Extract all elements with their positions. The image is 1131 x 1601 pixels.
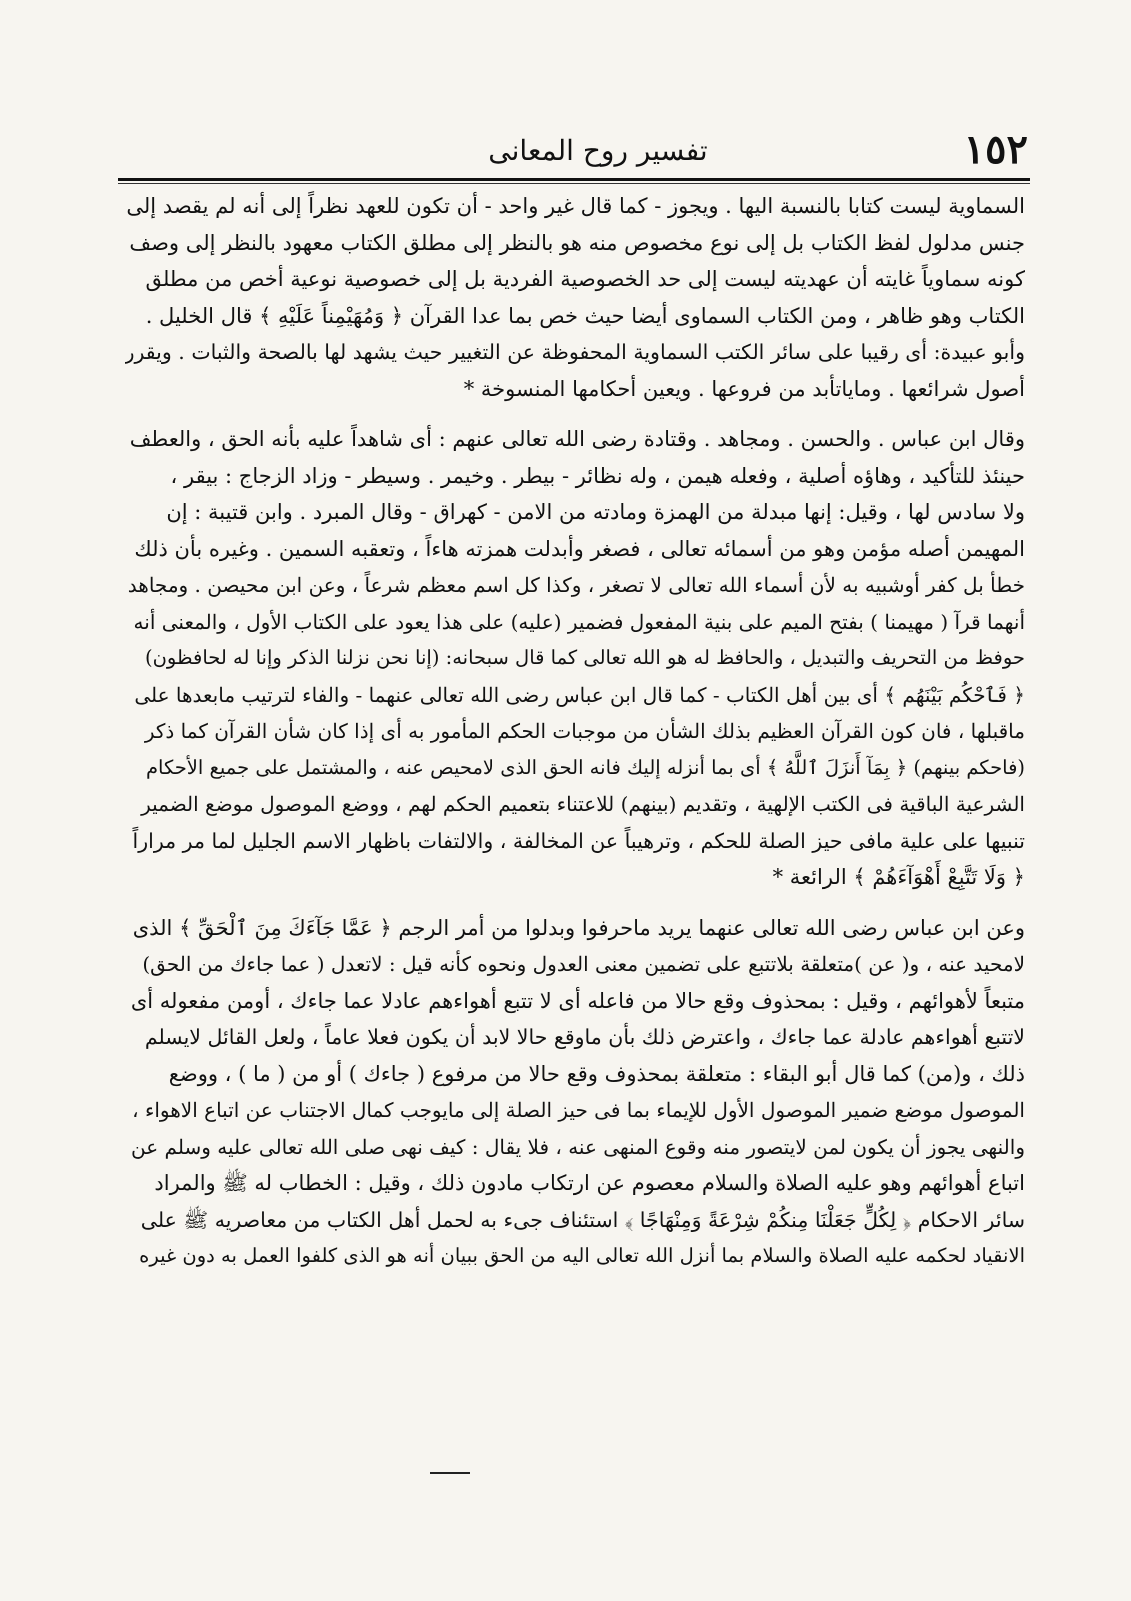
page-header [118,118,1028,178]
body-text [125,188,1025,1275]
text-line: وأبو عبيدة: أى رقيبا على سائر الكتب السماوية المحفوظة عن التغيير حيث يشهد لها بالصحة والثبات . ويقرر [125,340,1025,364]
text-line: الكتاب وهو ظاهر ، ومن الكتاب السماوى أيضا حيث خص بما عدا القرآن ﴿ وَمُهَيْمِناً عَلَيْهِ ﴾ قال الخليل . [145,303,1025,328]
header-rule [118,178,1030,181]
text-line: لاتتبع أهواءهم عادلة عما جاءك ، واعترض ذلك بأن ماوقع حالا لابد أن يكون فعلا عاماً ، ولعل القائل لايسلم [144,1025,1025,1049]
text-line: متبعاً لأهوائهم ، وقيل : بمحذوف وقع حالا من فاعله أى لا تتبع أهواءهم عادلا عما جاءك ، أومن مفعوله أى [130,988,1025,1013]
text-line: اتباع أهوائهم وهو عليه الصلاة والسلام معصوم عن ارتكاب مادون ذلك ، وقيل : الخطاب له ﷺ والمراد [154,1171,1025,1195]
text-line: الموصول موضع ضمير الموصول الأول للإيماء بما فى حيز الصلة إلى مايوجب كمال الاجتناب عن اتباع الاهواء ، [132,1098,1025,1122]
page-number: ١٥٢ [963,126,1028,173]
footer-rule [430,1472,470,1474]
text-line: حينئذ للتأكيد ، وهاؤه أصلية ، وفعله هيمن ، وله نظائر - بيطر . وخيمر . وسيطر - وزاد الزجاج : بيقر ، [170,463,1025,488]
text-line: الانقياد لحكمه عليه الصلاة والسلام بما أنزل الله تعالى اليه من الحق ببيان أنه هو الذى كلفوا العمل به دون غيره [139,1244,1025,1267]
running-title: تفسير روح المعانى [488,134,708,167]
text-line: أنهما قرآ ( مهيمنا ) بفتح الميم على بنية المفعول فضمير (عليه) على هذا يعود على الكتاب الأول ، والمعنى أنه [133,609,1025,634]
text-line: والنهى يجوز أن يكون لمن لايتصور منه وقوع المنهى عنه ، فلا يقال : كيف نهى صلى الله تعالى عليه وسلم عن [131,1134,1025,1159]
text-line: ﴿ وَلَا تَتَّبِعْ أَهْوَآءَهُمْ ﴾ الرائعة * [772,865,1025,889]
text-line: المهيمن أصله مؤمن وهو من أسمائه تعالى ، فصغر وأبدلت همزته هاءاً ، وتعقبه السمين . وغيره بأن ذلك [134,536,1025,561]
paragraph [125,421,1025,896]
text-line: حوفظ من التحريف والتبديل ، والحافظ له هو الله تعالى كما قال سبحانه: (إنا نحن نزلنا الذكر وإنا له لحافظون) [145,646,1025,669]
text-line: لامحيد عنه ، و( عن )متعلقة بلاتتبع على تضمين معنى العدول ونحوه كأنه قيل : لاتعدل ( عما جاءك من الحق) [142,952,1025,976]
text-line: (فاحكم بينهم) ﴿ بِمَآ أَنزَلَ ٱللَّهُ ﴾ أى بما أنزله إليك فانه الحق الذى لامحيص عنه ، والمشتمل على جميع الأحكام [145,755,1025,779]
paragraph [125,188,1025,407]
text-line: وعن ابن عباس رضى الله تعالى عنهما يريد ماحرفوا وبدلوا من أمر الرجم ﴿ عَمَّا جَآءَكَ مِنَ ٱلْحَقِّ ﴾ الذى [132,915,1025,940]
text-line: ﴿ فَٱحْكُم بَيْنَهُم ﴾ أى بين أهل الكتاب - كما قال ابن عباس رضى الله تعالى عنهما - والفاء لترتيب مابعدها على [134,682,1025,707]
text-line: تنبيها على علية مافى حيز الصلة للحكم ، وترهيباً عن المخالفة ، والالتفات باظهار الاسم الجليل لما مر مراراً [132,828,1025,853]
paragraph [125,910,1025,1275]
text-line: كونه سماوياً غايته أن عهديته ليست إلى حد الخصوصية الفردية بل إلى خصوصية نوعية أخص من مطلق [145,267,1025,291]
text-line: ولا سادس لها ، وقيل: إنها مبدلة من الهمزة ومادته من الامن - كهراق - وقال المبرد . وابن قتيبة : إن [166,500,1025,524]
text-line: ماقبلها ، فان كون القرآن العظيم بذلك الشأن من موجبات الحكم المأمور به أى إذا كان شأن القرآن كما ذكر [144,719,1025,743]
text-line: خطأ بل كفر أوشبيه به لأن أسماء الله تعالى لا تصغر ، وكذا كل اسم معظم شرعاً ، وعن ابن محيصن . ومجاهد [127,573,1025,597]
text-line: الشرعية الباقية فى الكتب الإلهية ، وتقديم (بينهم) للاعتناء بتعميم الحكم لهم ، ووضع الموصول موضع الضمير [141,792,1025,816]
text-line: سائر الاحكام ﴿ لِكُلٍّ جَعَلْنَا مِنكُمْ شِرْعَةً وَمِنْهَاجًا ﴾ استئناف جىء به لحمل أهل الكتاب من معاصريه ﷺ على [140,1207,1025,1232]
text-line: جنس مدلول لفظ الكتاب بل إلى نوع مخصوص منه هو بالنظر إلى مطلق الكتاب معهود بالنظر إلى وصف [129,230,1025,255]
text-line: أصول شرائعها . وماياتأبد من فروعها . ويعين أحكامها المنسوخة * [463,376,1025,401]
text-line: وقال ابن عباس . والحسن . ومجاهد . وقتادة رضى الله تعالى عنهم : أى شاهداً عليه بأنه الحق ، والعطف [129,427,1025,451]
text-line: ذلك ، و(من) كما قال أبو البقاء : متعلقة بمحذوف وقع حالا من مرفوع ( جاءك ) أو من ( ما ) ، ووضع [168,1061,1025,1086]
header-rule-thin [118,183,1030,184]
text-line: السماوية ليست كتابا بالنسبة اليها . ويجوز - كما قال غير واحد - أن تكون للعهد نظراً إلى أنه لم يقصد إلى [126,194,1025,218]
